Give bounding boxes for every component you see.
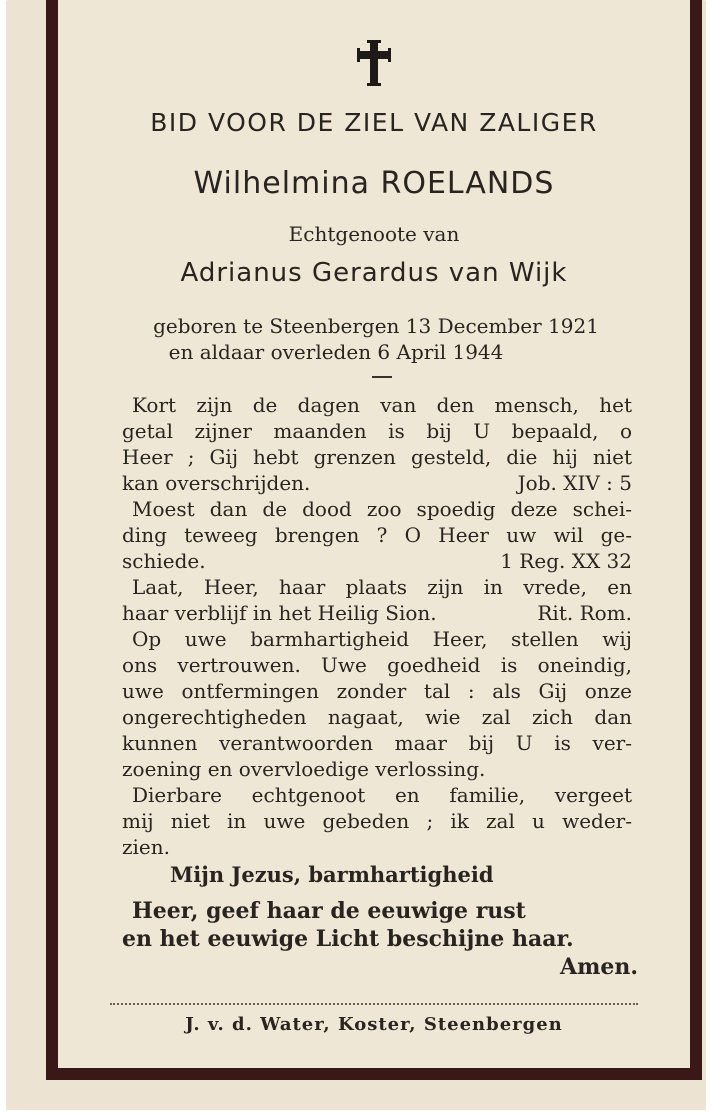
invocation: Mijn Jezus, barmhartigheid bbox=[170, 862, 494, 887]
body-line: Dierbare echtgenoot en familie, vergeet bbox=[132, 783, 632, 807]
card-content bbox=[70, 0, 678, 1068]
prayer-line: en het eeuwige Licht beschijne haar. bbox=[122, 926, 574, 952]
body-line: ding teweeg brengen ? O Heer uw wil ge- bbox=[122, 523, 632, 547]
amen: Amen. bbox=[560, 954, 638, 980]
body-line: haar verblijf in het Heilig Sion. bbox=[122, 601, 437, 625]
scripture-reference: 1 Reg. XX 32 bbox=[500, 549, 632, 573]
memorial-card bbox=[6, 0, 706, 1110]
body-line: mij niet in uwe gebeden ; ik zal u weder- bbox=[122, 809, 632, 833]
prayer-heading: BID VOOR DE ZIEL VAN ZALIGER bbox=[150, 108, 598, 137]
spouse-label: Echtgenoote van bbox=[288, 222, 460, 246]
birth-line: geboren te Steenbergen 13 December 1921 bbox=[153, 314, 599, 338]
body-line: kunnen verantwoorden maar bij U is ver- bbox=[122, 731, 632, 755]
body-line: getal zijner maanden is bij U bepaald, o bbox=[122, 419, 632, 443]
separator-rule bbox=[372, 376, 392, 378]
dotted-divider bbox=[110, 1003, 638, 1005]
body-line: Kort zijn de dagen van den mensch, het bbox=[132, 393, 632, 417]
liturgy-reference: Rit. Rom. bbox=[537, 601, 632, 625]
body-line: Laat, Heer, haar plaats zijn in vrede, en bbox=[132, 575, 632, 599]
prayer-line: Heer, geef haar de eeuwige rust bbox=[132, 898, 526, 924]
body-line: Heer ; Gij hebt grenzen gesteld, die hij niet bbox=[122, 445, 632, 469]
spouse-name: Adrianus Gerardus van Wijk bbox=[180, 258, 568, 288]
cross-icon bbox=[357, 40, 391, 86]
body-line: schiede. bbox=[122, 549, 206, 573]
scripture-reference: Job. XIV : 5 bbox=[517, 471, 632, 495]
body-line: ongerechtigheden nagaat, wie zal zich dan bbox=[122, 705, 632, 729]
body-line: Op uwe barmhartigheid Heer, stellen wij bbox=[132, 627, 632, 651]
body-line: kan overschrijden. bbox=[122, 471, 311, 495]
death-line: en aldaar overleden 6 April 1944 bbox=[168, 340, 504, 364]
body-line: ons vertrouwen. Uwe goedheid is oneindig, bbox=[122, 653, 632, 677]
printer-credit: J. v. d. Water, Koster, Steenbergen bbox=[185, 1014, 563, 1035]
mourning-border-frame bbox=[46, 0, 702, 1080]
body-line: Moest dan de dood zoo spoedig deze schei- bbox=[132, 497, 632, 521]
deceased-name: Wilhelmina ROELANDS bbox=[193, 166, 555, 201]
body-line: zoening en overvloedige verlossing. bbox=[122, 757, 486, 781]
body-line: zien. bbox=[122, 835, 171, 859]
body-line: uwe ontfermingen zonder tal : als Gij onze bbox=[122, 679, 632, 703]
